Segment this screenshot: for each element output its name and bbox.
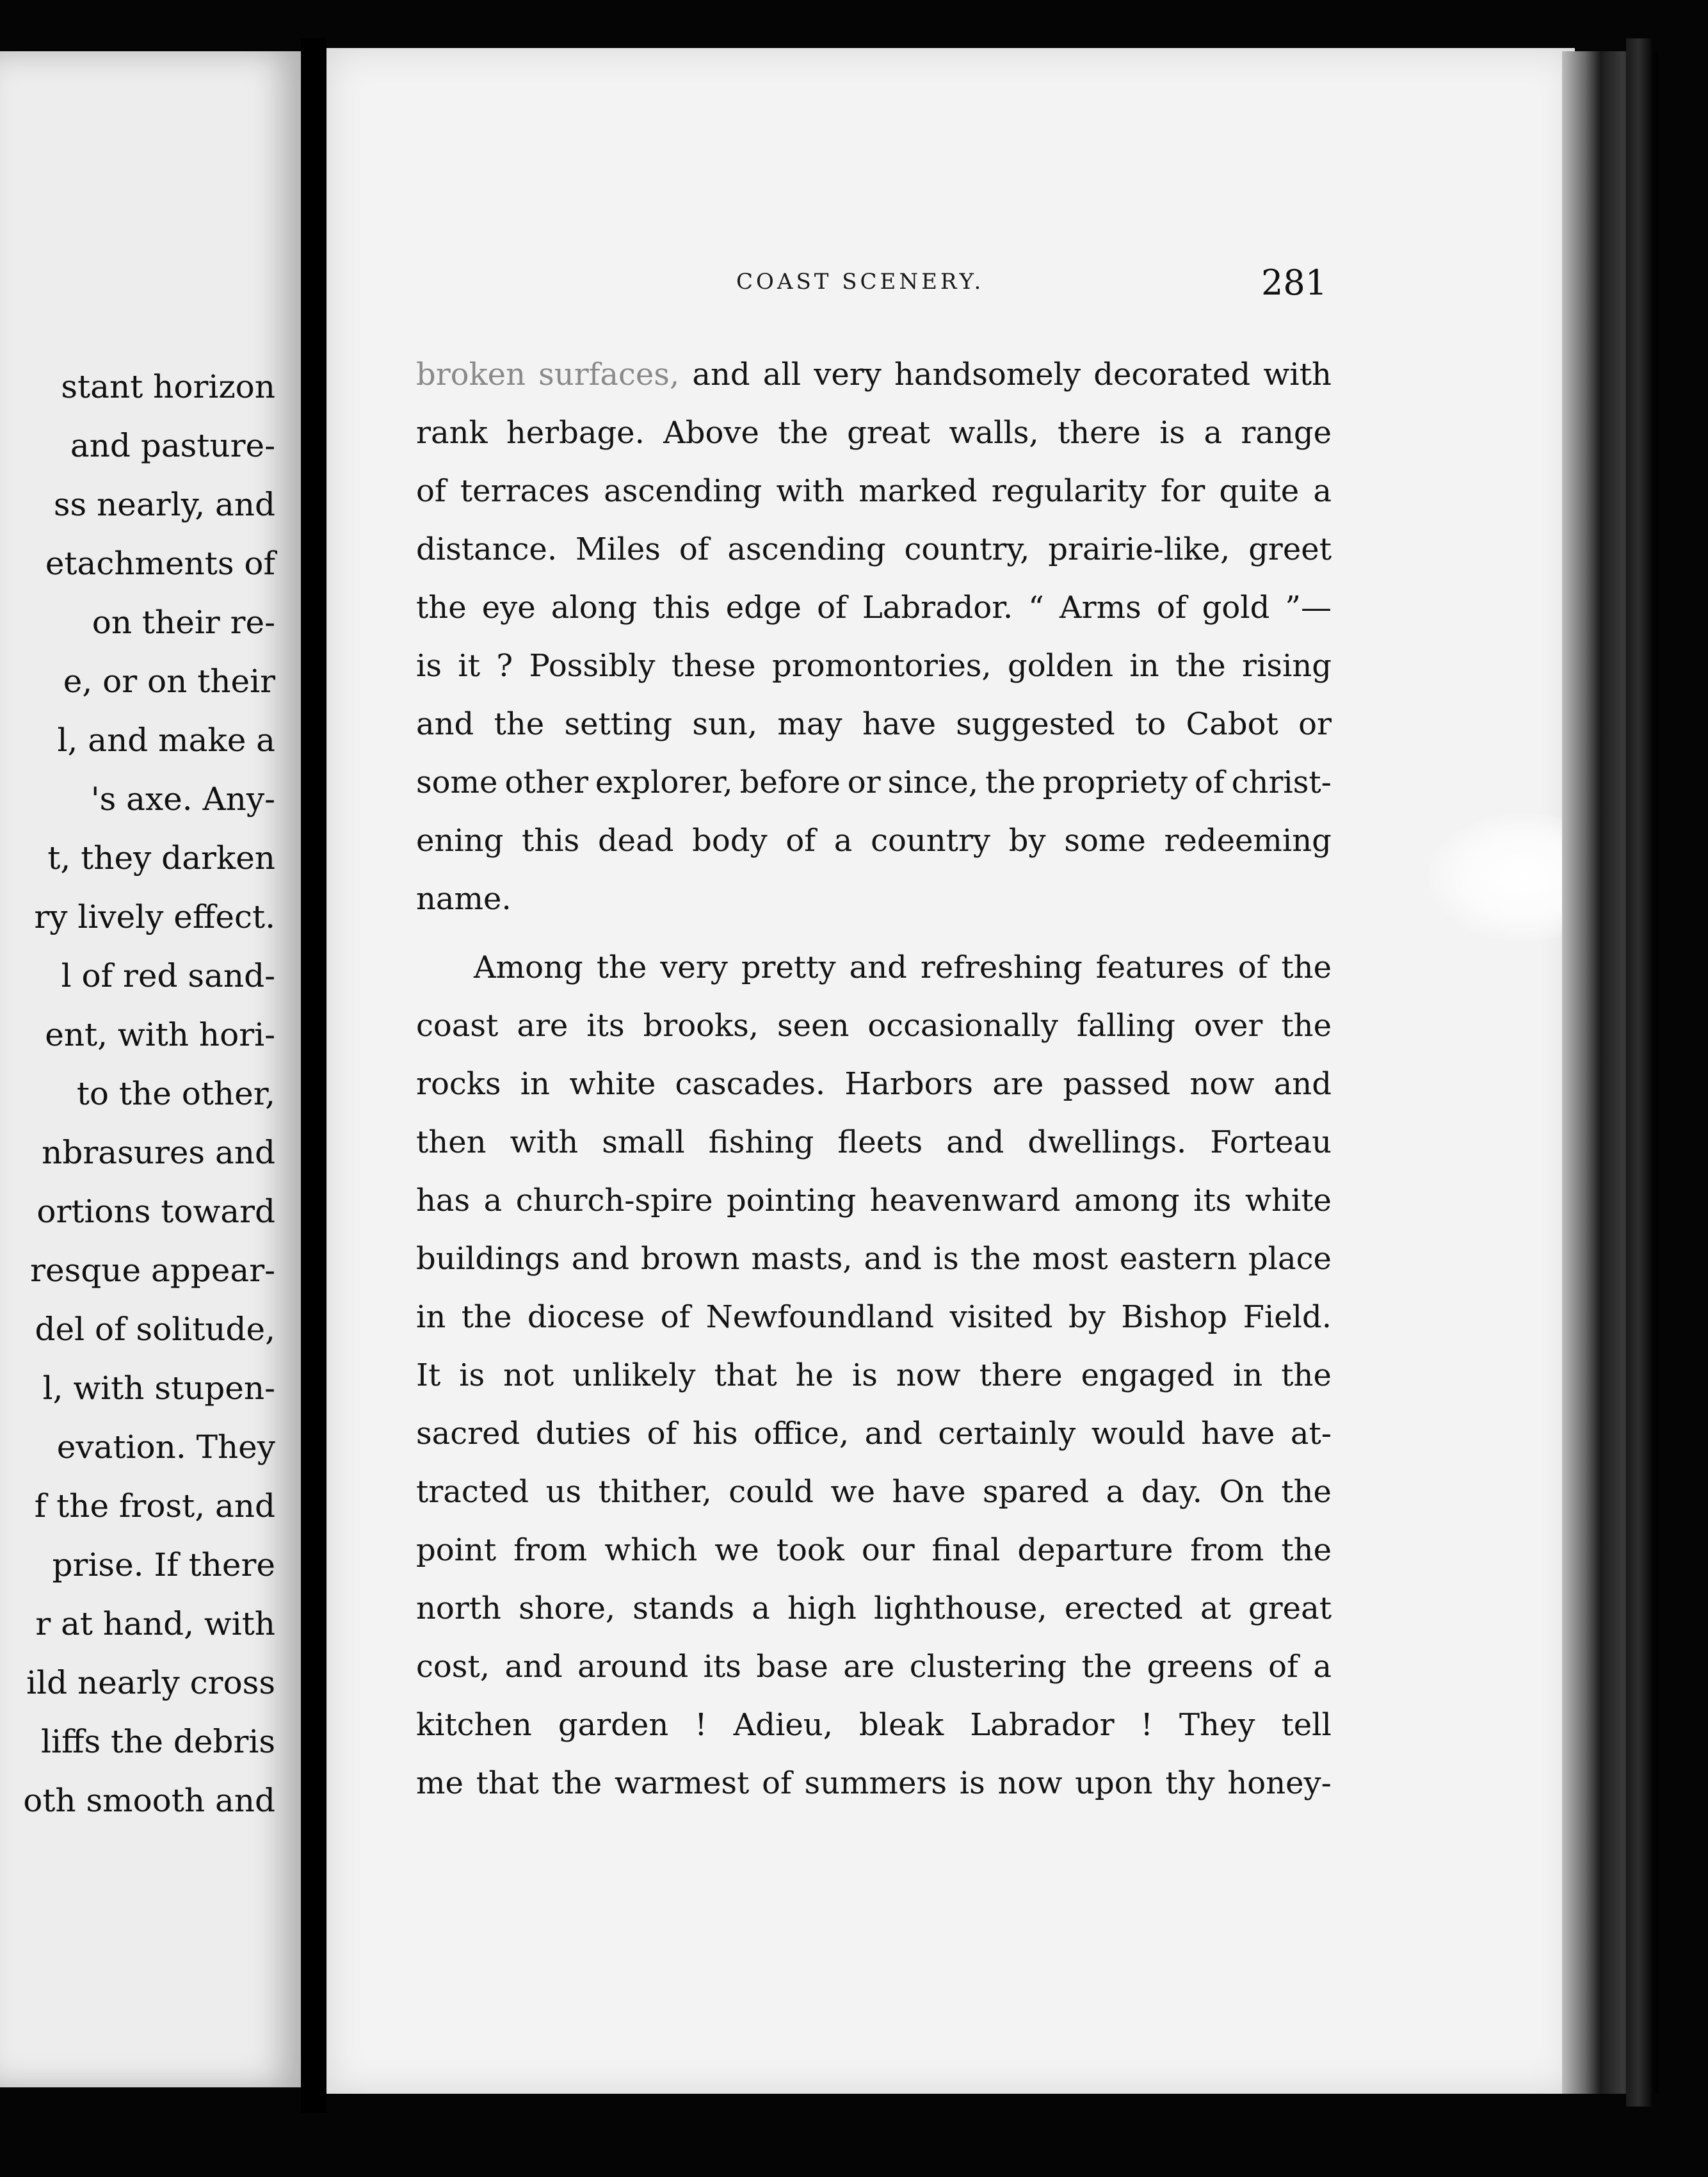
word: rising — [1242, 648, 1332, 684]
word: the — [1175, 648, 1226, 684]
word: day. — [1141, 1474, 1203, 1510]
left-page-line: t, they darken — [47, 839, 275, 877]
word: the — [494, 706, 545, 742]
body-text — [416, 346, 1332, 1813]
word: greet — [1248, 531, 1332, 567]
text-line — [416, 1580, 1332, 1638]
word: tell — [1281, 1707, 1332, 1743]
word: the — [970, 1241, 1021, 1277]
word: at- — [1290, 1416, 1332, 1452]
word: very — [814, 357, 882, 393]
word: prairie-like, — [1048, 531, 1230, 567]
word: Among — [474, 950, 583, 985]
running-head: COAST SCENERY. — [736, 269, 985, 295]
word: distance. — [416, 531, 558, 567]
word: the — [1281, 950, 1332, 985]
word: country, — [904, 531, 1030, 567]
word: eye — [481, 590, 536, 626]
word: pointing — [727, 1183, 857, 1218]
paragraph-gap — [416, 928, 1332, 939]
word: edge — [725, 590, 802, 626]
word: walls, — [949, 415, 1039, 451]
word: are — [992, 1066, 1044, 1102]
left-page-line: l, with stupen- — [42, 1370, 275, 1407]
word: masts, — [751, 1241, 853, 1277]
word: its — [586, 1008, 625, 1044]
word: the — [985, 765, 1036, 800]
word: of — [1194, 765, 1225, 800]
word: coast — [416, 1008, 499, 1044]
word: very — [660, 950, 728, 985]
word: marked — [858, 473, 978, 509]
text-line — [416, 1055, 1332, 1113]
word: refreshing — [920, 950, 1083, 985]
word: shore, — [519, 1590, 616, 1626]
word: some — [416, 765, 498, 800]
word: the — [778, 415, 828, 451]
word: the — [551, 1765, 602, 1801]
word: surfaces, — [538, 357, 680, 393]
word: which — [604, 1532, 698, 1568]
word: of — [1156, 590, 1187, 626]
word: white — [1245, 1183, 1332, 1218]
text-line — [416, 637, 1332, 695]
word: of — [817, 590, 847, 626]
word: bleak — [859, 1707, 944, 1743]
text-line — [416, 997, 1332, 1055]
word: brooks, — [643, 1008, 759, 1044]
word: propriety — [1042, 765, 1188, 800]
word: took — [776, 1532, 844, 1568]
word: a — [1313, 473, 1332, 509]
word: by — [1068, 1299, 1106, 1335]
word: us — [545, 1474, 582, 1510]
word: name. — [416, 881, 512, 917]
word: is — [851, 1357, 878, 1393]
word: the — [461, 1299, 512, 1335]
word: since, — [887, 765, 979, 800]
word: of — [679, 531, 709, 567]
word: golden — [1008, 648, 1114, 684]
word: is — [416, 648, 442, 684]
word: passed — [1063, 1066, 1171, 1102]
word: of — [416, 473, 446, 509]
left-page-line: 's axe. Any- — [90, 781, 275, 818]
word: lighthouse, — [874, 1590, 1047, 1626]
word: dead — [597, 823, 674, 859]
word: of — [647, 1416, 677, 1452]
word: of — [1268, 1649, 1298, 1685]
word: that — [714, 1357, 777, 1393]
word: seen — [777, 1008, 850, 1044]
text-line — [416, 695, 1332, 754]
word: among — [1074, 1183, 1180, 1218]
text-line — [416, 1113, 1332, 1172]
word: ? — [496, 648, 513, 684]
word: of — [786, 823, 816, 859]
word: high — [787, 1590, 857, 1626]
word: could — [729, 1474, 814, 1510]
word: Arms — [1059, 590, 1141, 626]
word: all — [762, 357, 802, 393]
word: a — [752, 1590, 770, 1626]
word: in — [520, 1066, 550, 1102]
word: ! — [695, 1707, 707, 1743]
left-page-line: ss nearly, and — [53, 486, 275, 523]
left-page-line: to the other, — [76, 1075, 275, 1112]
word: is — [1159, 415, 1186, 451]
word: final — [931, 1532, 1001, 1568]
word: ascending — [604, 473, 762, 509]
word: herbage. — [506, 415, 645, 451]
word: are — [517, 1008, 568, 1044]
word: and — [416, 706, 474, 742]
word: and — [849, 950, 907, 985]
word: certainly — [938, 1416, 1076, 1452]
word: base — [756, 1649, 828, 1685]
word: from — [513, 1532, 588, 1568]
word: Newfoundland — [705, 1299, 935, 1335]
word: me — [416, 1765, 463, 1801]
word: these — [671, 648, 756, 684]
word: quite — [1219, 473, 1300, 509]
word: engaged — [1081, 1357, 1215, 1393]
word: a — [1106, 1474, 1125, 1510]
word: the — [1281, 1008, 1332, 1044]
word: the — [1081, 1649, 1132, 1685]
word: that — [476, 1765, 539, 1801]
word: with — [510, 1124, 579, 1160]
text-line — [416, 1172, 1332, 1230]
word: Above — [663, 415, 759, 451]
text-line — [416, 812, 1332, 870]
word: other — [504, 765, 588, 800]
word: of — [762, 1765, 792, 1801]
word: Labrador. — [862, 590, 1013, 626]
word: cascades. — [675, 1066, 826, 1102]
word: honey- — [1227, 1765, 1332, 1801]
book-gutter — [301, 38, 326, 2113]
text-line — [416, 1521, 1332, 1580]
word: and — [692, 357, 750, 393]
word: warmest — [614, 1765, 750, 1801]
word: ening — [416, 823, 504, 859]
text-line — [416, 1754, 1332, 1813]
word: its — [703, 1649, 741, 1685]
text-line — [416, 1405, 1332, 1463]
text-line — [416, 579, 1332, 637]
word: it — [458, 648, 480, 684]
word: small — [602, 1124, 685, 1160]
word: great — [1248, 1590, 1332, 1626]
word: upon — [1075, 1765, 1153, 1801]
left-page-line: l, and make a — [57, 722, 275, 759]
word: or — [1298, 706, 1332, 742]
left-page-line: ild nearly cross — [26, 1664, 275, 1701]
word: in — [416, 1299, 446, 1335]
word: with — [1263, 357, 1332, 393]
text-line — [416, 1696, 1332, 1754]
word: around — [577, 1649, 689, 1685]
word: rank — [416, 415, 488, 451]
word: Field. — [1243, 1299, 1332, 1335]
word: departure — [1017, 1532, 1173, 1568]
word: spared — [983, 1474, 1090, 1510]
word: stands — [632, 1590, 735, 1626]
word: with — [776, 473, 845, 509]
word: clustering — [909, 1649, 1067, 1685]
word: the — [1281, 1474, 1332, 1510]
word: place — [1248, 1241, 1332, 1277]
word: of — [660, 1299, 691, 1335]
text-line — [416, 1230, 1332, 1288]
left-page-line: ent, with hori- — [45, 1016, 275, 1053]
word: the — [416, 590, 467, 626]
word: are — [843, 1649, 895, 1685]
word: and — [1273, 1066, 1332, 1102]
left-page-line: nbrasures and — [42, 1134, 275, 1171]
word: of — [1237, 950, 1268, 985]
word: in — [1233, 1357, 1263, 1393]
word: heavenward — [869, 1183, 1061, 1218]
word: diocese — [527, 1299, 645, 1335]
word: and — [946, 1124, 1004, 1160]
word: fleets — [837, 1124, 923, 1160]
word: ! — [1140, 1707, 1153, 1743]
word: Miles — [576, 531, 661, 567]
word: christ- — [1231, 765, 1332, 800]
word: the — [596, 950, 647, 985]
word: church-spire — [515, 1183, 713, 1218]
word: They — [1179, 1707, 1255, 1743]
text-line — [416, 754, 1332, 812]
word: or — [847, 765, 881, 800]
word: Adieu, — [733, 1707, 833, 1743]
word: fishing — [708, 1124, 814, 1160]
word: white — [569, 1066, 656, 1102]
word: kitchen — [416, 1707, 532, 1743]
word: sun, — [692, 706, 758, 742]
word: is — [933, 1241, 959, 1277]
word: Possibly — [529, 648, 656, 684]
word: its — [1193, 1183, 1232, 1218]
word: explorer, — [595, 765, 733, 800]
word: country — [871, 823, 991, 859]
word: Forteau — [1210, 1124, 1332, 1160]
word: there — [979, 1357, 1063, 1393]
word: thy — [1165, 1765, 1215, 1801]
word: decorated — [1093, 357, 1251, 393]
word: gold — [1202, 590, 1270, 626]
word: his — [692, 1416, 738, 1452]
text-line — [416, 939, 1332, 997]
left-page-line: and pasture- — [70, 427, 275, 464]
word: now — [997, 1765, 1063, 1801]
word: summers — [804, 1765, 947, 1801]
word: rocks — [416, 1066, 501, 1102]
word: a — [483, 1183, 503, 1218]
word: eastern — [1119, 1241, 1237, 1277]
word: there — [1057, 415, 1141, 451]
word: north — [416, 1590, 501, 1626]
word: has — [416, 1183, 471, 1218]
word: to — [1135, 706, 1166, 742]
left-page-line: evation. They — [56, 1428, 275, 1466]
left-page-line: ry lively effect. — [34, 898, 275, 935]
left-page — [0, 51, 301, 2087]
word: range — [1241, 415, 1332, 451]
text-line — [416, 404, 1332, 462]
left-page-line: ortions toward — [36, 1193, 275, 1230]
word: Cabot — [1186, 706, 1278, 742]
word: have — [862, 706, 936, 742]
left-page-line: e, or on their — [63, 663, 275, 700]
word: On — [1219, 1474, 1264, 1510]
word: from — [1190, 1532, 1264, 1568]
word: erected — [1064, 1590, 1183, 1626]
word: would — [1091, 1416, 1186, 1452]
cover-edge — [1626, 38, 1652, 2107]
word: regularity — [991, 473, 1147, 509]
word: ascending — [727, 531, 886, 567]
text-line — [416, 346, 1332, 404]
left-page-line: stant horizon — [61, 368, 275, 405]
word: falling — [1076, 1008, 1175, 1044]
word: body — [692, 823, 768, 859]
word: garden — [558, 1707, 669, 1743]
word: we — [830, 1474, 876, 1510]
word: the — [1281, 1532, 1332, 1568]
word: thither, — [598, 1474, 712, 1510]
left-page-line: etachments of — [45, 545, 275, 582]
left-page-line: l of red sand- — [61, 957, 275, 994]
word: now — [1189, 1066, 1255, 1102]
left-page-line: liffs the debris — [41, 1723, 275, 1760]
word: handsomely — [894, 357, 1081, 393]
word: tracted — [416, 1474, 529, 1510]
word: promontories, — [771, 648, 992, 684]
word: cost, — [416, 1649, 490, 1685]
word: is — [959, 1765, 985, 1801]
text-line — [416, 521, 1332, 579]
text-line — [416, 1347, 1332, 1405]
word: the — [1281, 1357, 1332, 1393]
word: brown — [640, 1241, 740, 1277]
page-number: 281 — [1261, 263, 1328, 303]
left-page-line: del of solitude, — [35, 1311, 275, 1348]
word: at — [1200, 1590, 1231, 1626]
word: have — [1201, 1416, 1275, 1452]
word: sacred — [416, 1416, 520, 1452]
word: “ — [1028, 590, 1044, 626]
word: Harbors — [844, 1066, 974, 1102]
text-line — [416, 462, 1332, 521]
word: then — [416, 1124, 487, 1160]
word: Labrador — [970, 1707, 1115, 1743]
word: may — [777, 706, 842, 742]
word: for — [1160, 473, 1205, 509]
left-page-line: r at hand, with — [35, 1605, 275, 1642]
word: a — [1313, 1649, 1332, 1685]
left-page-line: oth smooth and — [23, 1782, 275, 1819]
left-page-line: f the frost, and — [34, 1487, 275, 1525]
word: he — [795, 1357, 834, 1393]
word: terraces — [460, 473, 590, 509]
word: along — [551, 590, 638, 626]
word: a — [834, 823, 853, 859]
word: dwellings. — [1027, 1124, 1187, 1160]
word: we — [714, 1532, 759, 1568]
word: most — [1032, 1241, 1108, 1277]
left-page-line: on their re- — [92, 604, 275, 641]
word: now — [896, 1357, 961, 1393]
left-page-line: prise. If there — [52, 1546, 275, 1583]
word: have — [892, 1474, 966, 1510]
word: unlikely — [572, 1357, 696, 1393]
left-page-line: resque appear- — [30, 1252, 275, 1289]
word: suggested — [956, 706, 1115, 742]
text-line — [416, 870, 1332, 928]
text-line — [416, 1288, 1332, 1347]
word: is — [459, 1357, 485, 1393]
word: and — [504, 1649, 563, 1685]
word: setting — [564, 706, 673, 742]
word: this — [522, 823, 580, 859]
word: redeeming — [1164, 823, 1332, 859]
word: pretty — [741, 950, 836, 985]
word: and — [571, 1241, 629, 1277]
word: point — [416, 1532, 497, 1568]
word: features — [1095, 950, 1225, 985]
word: some — [1064, 823, 1146, 859]
word: this — [652, 590, 711, 626]
word: over — [1193, 1008, 1263, 1044]
word: by — [1008, 823, 1046, 859]
word: a — [1204, 415, 1223, 451]
word: buildings — [416, 1241, 560, 1277]
word: Bishop — [1121, 1299, 1228, 1335]
word: visited — [949, 1299, 1053, 1335]
text-line — [416, 1638, 1332, 1696]
word: broken — [416, 357, 526, 393]
word: in — [1129, 648, 1159, 684]
word: before — [739, 765, 841, 800]
word: greens — [1147, 1649, 1253, 1685]
word: ”— — [1285, 590, 1332, 626]
word: duties — [535, 1416, 632, 1452]
word: It — [416, 1357, 441, 1393]
text-line — [416, 1463, 1332, 1521]
word: occasionally — [867, 1008, 1058, 1044]
word: not — [503, 1357, 554, 1393]
word: and — [864, 1241, 922, 1277]
word: and — [864, 1416, 922, 1452]
word: great — [847, 415, 931, 451]
word: office, — [753, 1416, 850, 1452]
word: our — [861, 1532, 915, 1568]
